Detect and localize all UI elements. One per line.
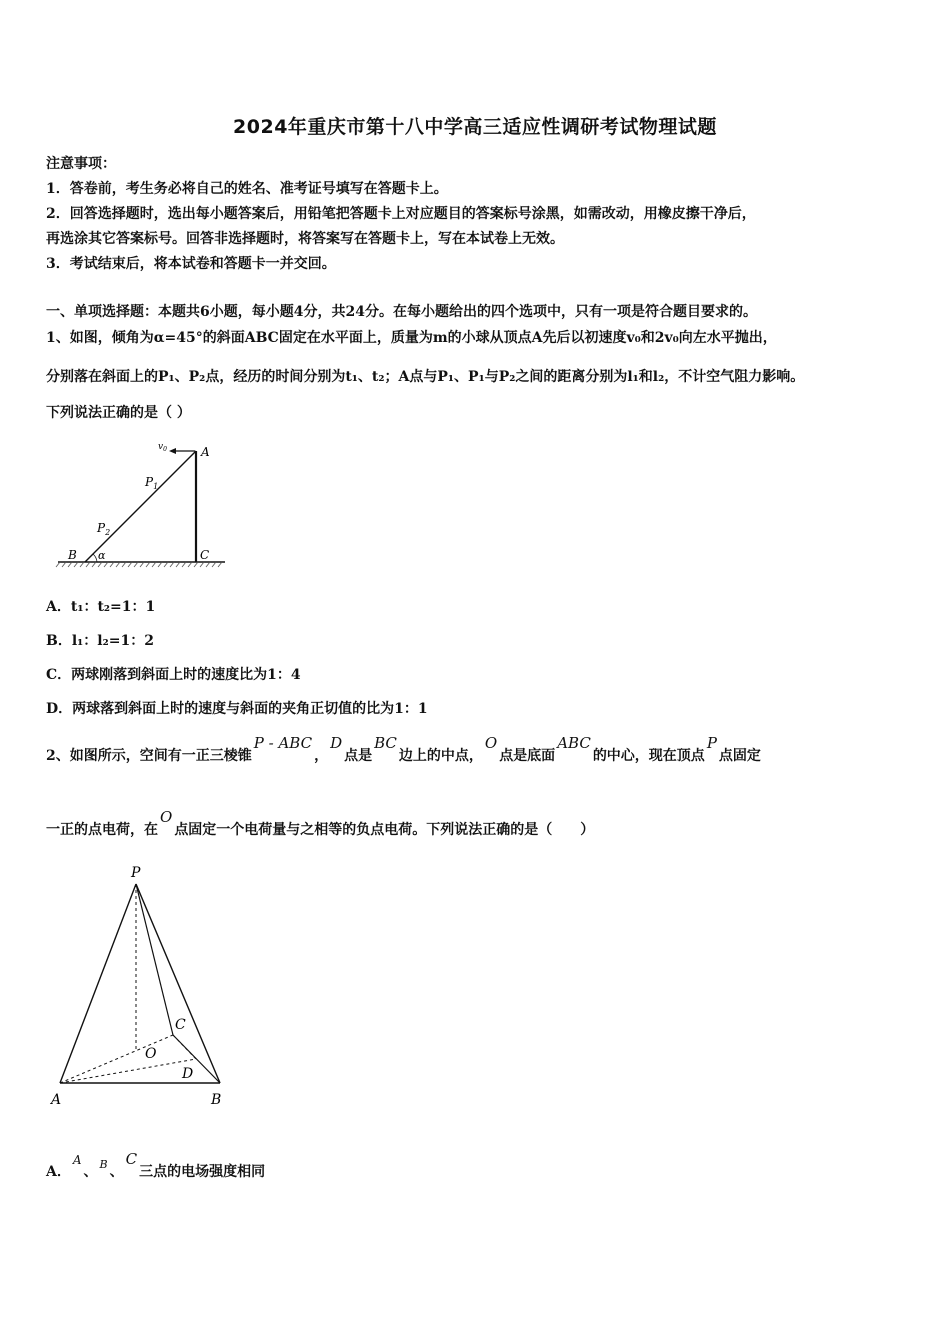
question-1-line: 分别落在斜面上的P₁、P₂点，经历的时间分别为t₁、t₂；A点与P₁、P₁与P₂之间的距离分别为l₁和l₂，不计空气阻力影响。	[46, 369, 805, 385]
page-title: 2024年重庆市第十八中学高三适应性调研考试物理试题	[233, 116, 717, 138]
tetrahedron-figure	[45, 860, 240, 1115]
option-a: A．t₁：t₂=1：1	[46, 599, 156, 615]
vertex-label-a: A	[51, 1092, 62, 1108]
option-c: C．两球刚落到斜面上时的速度比为1：4	[46, 667, 301, 683]
section-heading: 一、单项选择题：本题共6小题，每小题4分，共24分。在每小题给出的四个选项中，只有一项是符合题目要求的。	[46, 304, 757, 320]
question-1-prompt: 下列说法正确的是（ ）	[46, 405, 191, 421]
point-label-p1: $P_1$	[145, 475, 159, 491]
incline-figure	[55, 438, 230, 573]
question-2-line: 2、如图所示，空间有一正三棱锥P - ABC，D点是BC边上的中点，O点是底面ABC的中心，现在顶点P点固定	[46, 734, 761, 764]
notice-item: 再选涂其它答案标号。回答非选择题时，将答案写在答题卡上，写在本试卷上无效。	[46, 231, 564, 247]
point-label-p2: $P_2$	[97, 521, 111, 537]
option-b: B．l₁：l₂=1：2	[46, 633, 154, 649]
angle-alpha-label: α	[98, 549, 106, 562]
question-2-line: 一正的点电荷，在O点固定一个电荷量与之相等的负点电荷。下列说法正确的是（ ）	[46, 808, 595, 838]
vertex-label-b: B	[211, 1092, 222, 1108]
notice-item: 2．回答选择题时，选出每小题答案后，用铅笔把答题卡上对应题目的答案标号涂黑，如需改动，用橡皮擦干净后，	[46, 206, 756, 222]
vertex-label-c: C	[200, 548, 210, 562]
incline-slope	[85, 451, 196, 562]
notice-item: 1．答卷前，考生务必将自己的姓名、准考证号填写在答题卡上。	[46, 181, 448, 197]
vertex-label-b: B	[68, 548, 77, 562]
vertex-label-p: P	[131, 865, 141, 881]
point-label-o: O	[145, 1046, 157, 1062]
velocity-label: $v_0$	[158, 442, 167, 453]
vertex-label-a: A	[201, 445, 210, 459]
option-d: D．两球落到斜面上时的速度与斜面的夹角正切值的比为1：1	[46, 701, 428, 717]
point-label-d: D	[182, 1066, 194, 1082]
vertex-label-c: C	[175, 1017, 186, 1033]
notice-item: 3．考试结束后，将本试卷和答题卡一并交回。	[46, 256, 336, 272]
notice-heading: 注意事项：	[46, 156, 116, 172]
question-1-line: 1、如图，倾角为α=45°的斜面ABC固定在水平面上，质量为m的小球从顶点A先后以初速度v₀和2v₀向左水平抛出，	[46, 330, 777, 346]
question-2-option-a: A．A、 $^B$ 、C三点的电场强度相同	[46, 1150, 266, 1180]
